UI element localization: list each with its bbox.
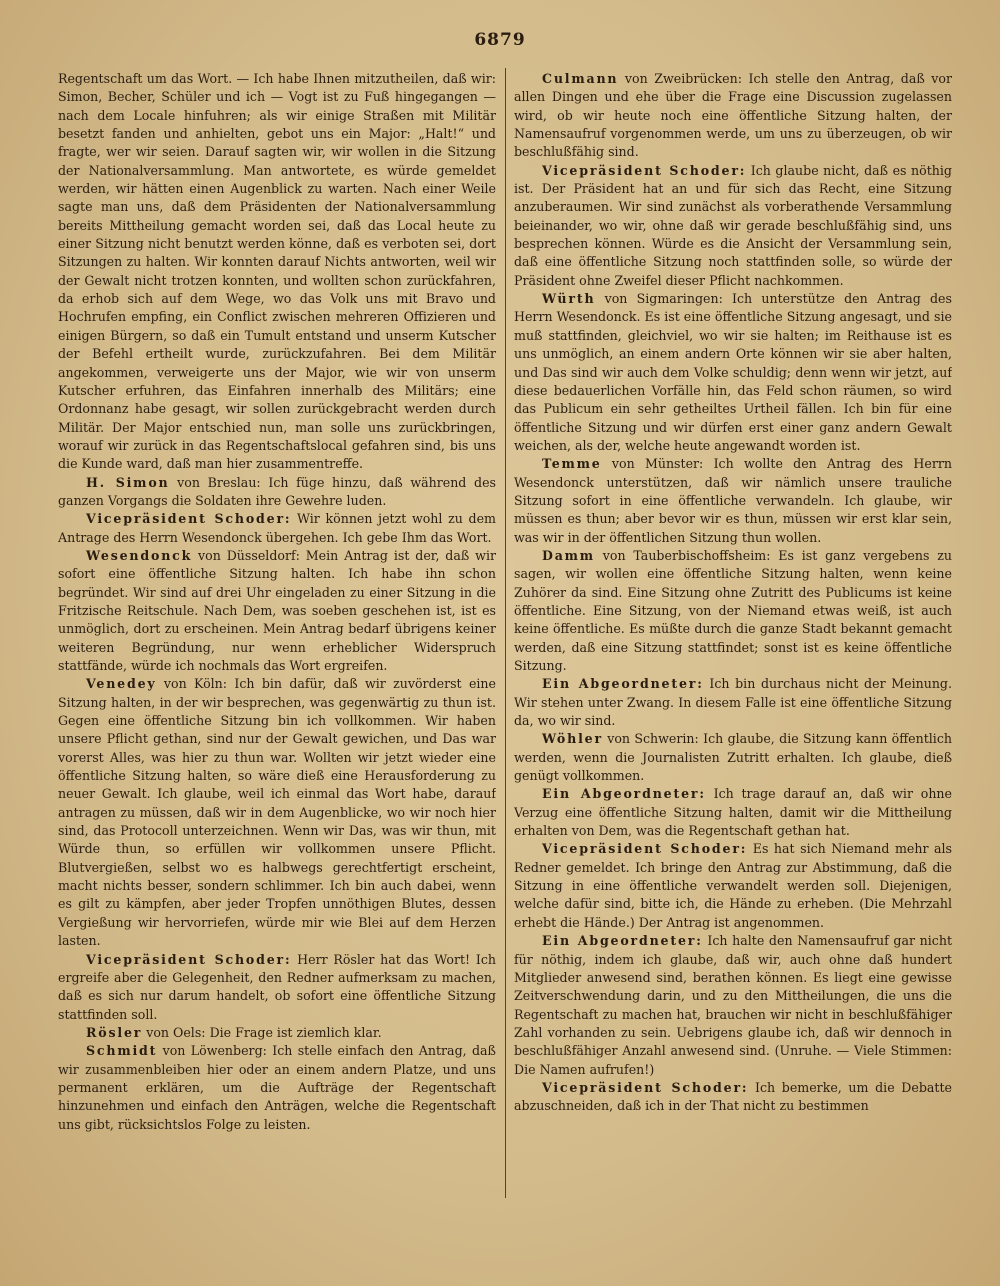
speaker-place: von Tauberbischoffsheim: <box>602 547 771 563</box>
paragraph <box>514 1079 952 1116</box>
speaker-name: Vicepräsident Schoder: <box>542 162 747 178</box>
paragraph-text: Herr Rösler hat das Wort! Ich ergreife aber die Gelegenheit, den Redner aufmerksam zu machen, daß es sich nur darum handelt, ob sofort eine öffentliche Sitzung stattfinden soll. <box>58 951 496 1022</box>
speaker-name: Culmann <box>542 71 619 86</box>
speaker-name: H. Simon <box>86 474 170 490</box>
paragraph-text: Ich stelle einfach den Antrag, daß wir zusammenbleiben hier oder an einem andern Platze, und uns permanent erklären, um die Aufträge der Regentschaft hinzunehmen und einfach den Anträgen, welche die Regentschaft uns gibt, rücksichtslos Folge zu leisten. <box>58 1043 496 1132</box>
paragraph <box>514 840 952 932</box>
speaker-name: Vicepräsident Schoder: <box>86 511 292 527</box>
paragraph-text: Ich glaube nicht, daß es nöthig ist. Der Präsident hat an und für sich das Recht, eine Sitzung anzuberaumen. Wir sind zunächst als vorberathende Versammlung beieinander, wo wir, ohne daß wir gerade beschlußfähig sind, uns besprechen können. Würde es die Ansicht der Versammlung sein, daß eine öffentliche Sitzung noch stattfinden solle, so würde der Präsident ohne Zweifel dieser Pflicht nachkommen. <box>514 162 952 288</box>
paragraph-text: Wir können jetzt wohl zu dem Antrage des Herrn Wesendonck übergehen. Ich gebe Ihm das Wort. <box>58 511 496 545</box>
left-column <box>58 70 496 1210</box>
paragraph <box>58 675 496 950</box>
paragraph-text: Ich bemerke, um die Debatte abzuschneiden, daß ich in der That nicht zu bestimmen <box>514 1079 952 1114</box>
speaker-place: von Köln: <box>163 676 228 692</box>
speaker-name: Wöhler <box>542 731 603 747</box>
paragraph-text: Ich trage darauf an, daß wir ohne Verzug eine öffentliche Sitzung halten, damit wir die Mittheilung erhalten von Dem, was die Regentschaft gethan hat. <box>514 786 952 839</box>
speaker-place: von Sigmaringen: <box>604 291 723 307</box>
paragraph-text: Es hat sich Niemand mehr als Redner gemeldet. Ich bringe den Antrag zur Abstimmung, daß die Sitzung in eine öffentliche verwandelt werden soll. Diejenigen, welche dafür sind, bitte ich, die Hände zu erheben. (Die Mehrzahl erhebt die Hände.) Der Antrag ist angenommen. <box>514 841 952 930</box>
paragraph <box>514 675 952 730</box>
speaker-place: von Löwenberg: <box>162 1043 267 1059</box>
paragraph-text: Ich wollte den Antrag des Herrn Wesendonck unterstützen, daß wir nämlich unsere trauliche Sitzung sofort in eine öffentliche verwandeln. Ich glaube, wir müssen es thun; aber bevor wir es thun, müssen wir erst klar sein, was wir in der öffentlichen Sitzung thun wollen. <box>514 456 952 545</box>
paragraph <box>514 932 952 1079</box>
speaker-name: Ein Abgeordneter: <box>542 786 706 802</box>
paragraph-text: Die Frage ist ziemlich klar. <box>209 1024 382 1040</box>
speaker-name: Rösler <box>86 1024 143 1040</box>
speaker-place: von Düsseldorf: <box>198 547 300 563</box>
speaker-name: Temme <box>542 456 602 472</box>
paragraph <box>58 1024 496 1042</box>
speaker-name: Ein Abgeordneter: <box>542 676 704 692</box>
speaker-name: Ein Abgeordneter: <box>542 933 703 949</box>
paragraph <box>514 730 952 785</box>
speaker-name: Venedey <box>86 676 157 692</box>
paragraph-text: Es ist ganz vergebens zu sagen, wir wollen eine öffentliche Sitzung halten, wenn keine Zuhörer da sind. Eine Sitzung ohne Zutritt des Publicums ist keine öffentliche. Eine Sitzung, von der Niemand etwas weiß, ist auch keine öffentliche. Es müßte durch die ganze Stadt bekannt gemacht werden, daß eine Sitzung stattfindet; sonst ist es keine öffentliche Sitzung. <box>514 547 952 673</box>
paragraph <box>58 474 496 511</box>
speaker-place: von Breslau: <box>177 474 261 490</box>
paragraph <box>514 162 952 290</box>
speaker-name: Damm <box>542 547 595 563</box>
paragraph <box>514 70 952 162</box>
paragraph <box>58 1042 496 1134</box>
speaker-name: Vicepräsident Schoder: <box>542 1079 749 1095</box>
speaker-place: von Oels: <box>146 1024 206 1040</box>
speaker-place: von Zweibrücken: <box>624 71 742 86</box>
paragraph-text: Ich füge hinzu, daß während des ganzen Vorgangs die Soldaten ihre Gewehre luden. <box>58 474 496 508</box>
paragraph-text: Ich stelle den Antrag, daß vor allen Dingen und ehe über die Frage eine Discussion zugelassen wird, ob wir heute noch eine öffentliche Sitzung halten, der Namensaufruf vorgenommen werde, um uns zu überzeugen, ob wir beschlußfähig sind. <box>514 71 952 160</box>
speaker-name: Vicepräsident Schoder: <box>86 951 292 967</box>
paragraph-text: Ich bin dafür, daß wir zuvörderst eine Sitzung halten, in der wir besprechen, was gegenwärtig zu thun ist. Gegen eine öffentliche Sitzung bin ich vollkommen. Wir haben unsere Pflicht gethan, sind nur der Gewalt gewichen, und Das war vorerst Alles, was hier zu thun war. Wollten wir jetzt wieder eine öffentliche Sitzung halten, so wäre dieß eine Herausforderung zu neuer Gewalt. Ich glaube, weil ich einmal das Wort habe, darauf antragen zu müssen, daß wir in dem Augenblicke, wo wir noch hier sind, das Protocoll unterzeichnen. Wenn wir Das, was wir thun, mit Würde thun, so erfüllen wir vollkommen unsere Pflicht. Blutvergießen, selbst wo es halbwegs gerechtfertigt erscheint, macht nichts besser, sondern schlimmer. Ich bin auch dabei, wenn es gilt zu kämpfen, aber jeder Tropfen unnöthigen Blutes, dessen Vergießung wir hervorriefen, würde mir wie Blei auf dem Herzen lasten. <box>58 676 496 949</box>
paragraph-text: Regentschaft um das Wort. — Ich habe Ihnen mitzutheilen, daß wir: Simon, Becher, Schüler und ich — Vogt ist zu Fuß hingegangen — nach dem Locale hinfuhren; als wir einige Straßen mit Militär besetzt fanden und anhielten, gebot uns ein Major: „Halt!“ und fragte, wer wir seien. Darauf sagten wir, wir wollen in die Sitzung der Nationalversammlung. Man antwortete, es würde gemeldet werden, wir hätten einen Augenblick zu warten. Nach einer Weile sagte man uns, daß dem Präsidenten der Nationalversammlung bereits Mittheilung gemacht worden sei, daß das Local heute zu einer Sitzung nicht benutzt werden könne, daß es verboten sei, dort Sitzungen zu halten. Wir konnten darauf Nichts antworten, weil wir der Gewalt nicht trotzen konnten, und wollten schon zurückfahren, da erhob sich auf dem Wege, wo das Volk uns mit Bravo und Hochrufen empfing, ein Conflict zwischen mehreren Offizieren und einigen Bürgern, so daß ein Tumult entstand und unserm Kutscher der Befehl ertheilt wurde, zurückzufahren. Bei dem Militär angekommen, verweigerte uns der Major, wie wir von unserm Kutscher erfuhren, das Einfahren innerhalb des Militärs; eine Ordonnanz habe gesagt, wir sollen zurückgebracht werden durch Militär. Der Major entschied nun, man solle uns zurückbringen, worauf wir zurück in das Regentschaftslocal gefahren sind, bis uns die Kunde ward, daß man hier zusammentreffe. <box>58 71 496 472</box>
paragraph <box>514 785 952 840</box>
speaker-name: Schmidt <box>86 1043 158 1059</box>
column-divider <box>505 68 506 1198</box>
paragraph <box>58 951 496 1024</box>
speaker-place: von Münster: <box>611 456 704 472</box>
paragraph-text: Ich unterstütze den Antrag des Herrn Wesendonck. Es ist eine öffentliche Sitzung angesagt, und sie muß stattfinden, gleichviel, wo wir sie halten; im Reithause ist es uns unmöglich, an einem andern Orte können wir sie aber halten, und Das sind wir auch dem Volke schuldig; denn wenn wir jetzt, auf diese bedauerlichen Vorfälle hin, das Feld schon räumen, so wird das Publicum ein sehr getheiltes Urtheil fällen. Ich bin für eine öffentliche Sitzung und wir dürfen erst einer ganz andern Gewalt weichen, als der, welche heute angewandt worden ist. <box>514 291 952 453</box>
speaker-name: Vicepräsident Schoder: <box>542 841 748 857</box>
speaker-place: von Schwerin: <box>607 731 699 747</box>
paragraph <box>514 547 952 675</box>
paragraph-text: Ich bin durchaus nicht der Meinung. Wir stehen unter Zwang. In diesem Falle ist eine öffentliche Sitzung da, wo wir sind. <box>514 676 952 729</box>
paragraph-text: Ich glaube, die Sitzung kann öffentlich werden, wenn die Journalisten Zutritt erhalten. Ich glaube, dieß genügt vollkommen. <box>514 731 952 784</box>
paragraph <box>514 290 952 455</box>
paragraph <box>58 510 496 547</box>
paragraph <box>58 70 496 474</box>
speaker-name: Würth <box>542 291 596 307</box>
paragraph-text: Mein Antrag ist der, daß wir sofort eine öffentliche Sitzung halten. Ich habe ihn schon begründet. Wir sind auf drei Uhr eingeladen zu einer Sitzung in die Fritzische Reitschule. Nach Dem, was soeben geschehen ist, ist es unmöglich, dort zu erscheinen. Mein Antrag bedarf übrigens keiner weiteren Begründung, nur wenn erheblicher Widerspruch stattfände, würde ich nochmals das Wort ergreifen. <box>58 547 496 673</box>
page-number: 6879 <box>474 30 526 50</box>
right-column <box>514 70 952 1210</box>
speaker-name: Wesendonck <box>86 547 193 563</box>
paragraph-text: Ich halte den Namensaufruf gar nicht für nöthig, indem ich glaube, daß wir, auch ohne daß hundert Mitglieder anwesend sind, berathen können. Es liegt eine gewisse Zeitverschwendung darin, und zu den Mittheilungen, die uns die Regentschaft zu machen hat, brauchen wir nicht in beschlußfähiger Zahl vorhanden zu sein. Uebrigens glaube ich, daß wir dennoch in beschlußfähiger Anzahl anwesend sind. (Unruhe. — Viele Stimmen: Die Namen aufrufen!) <box>514 933 952 1077</box>
paragraph <box>514 455 952 547</box>
paragraph <box>58 547 496 675</box>
